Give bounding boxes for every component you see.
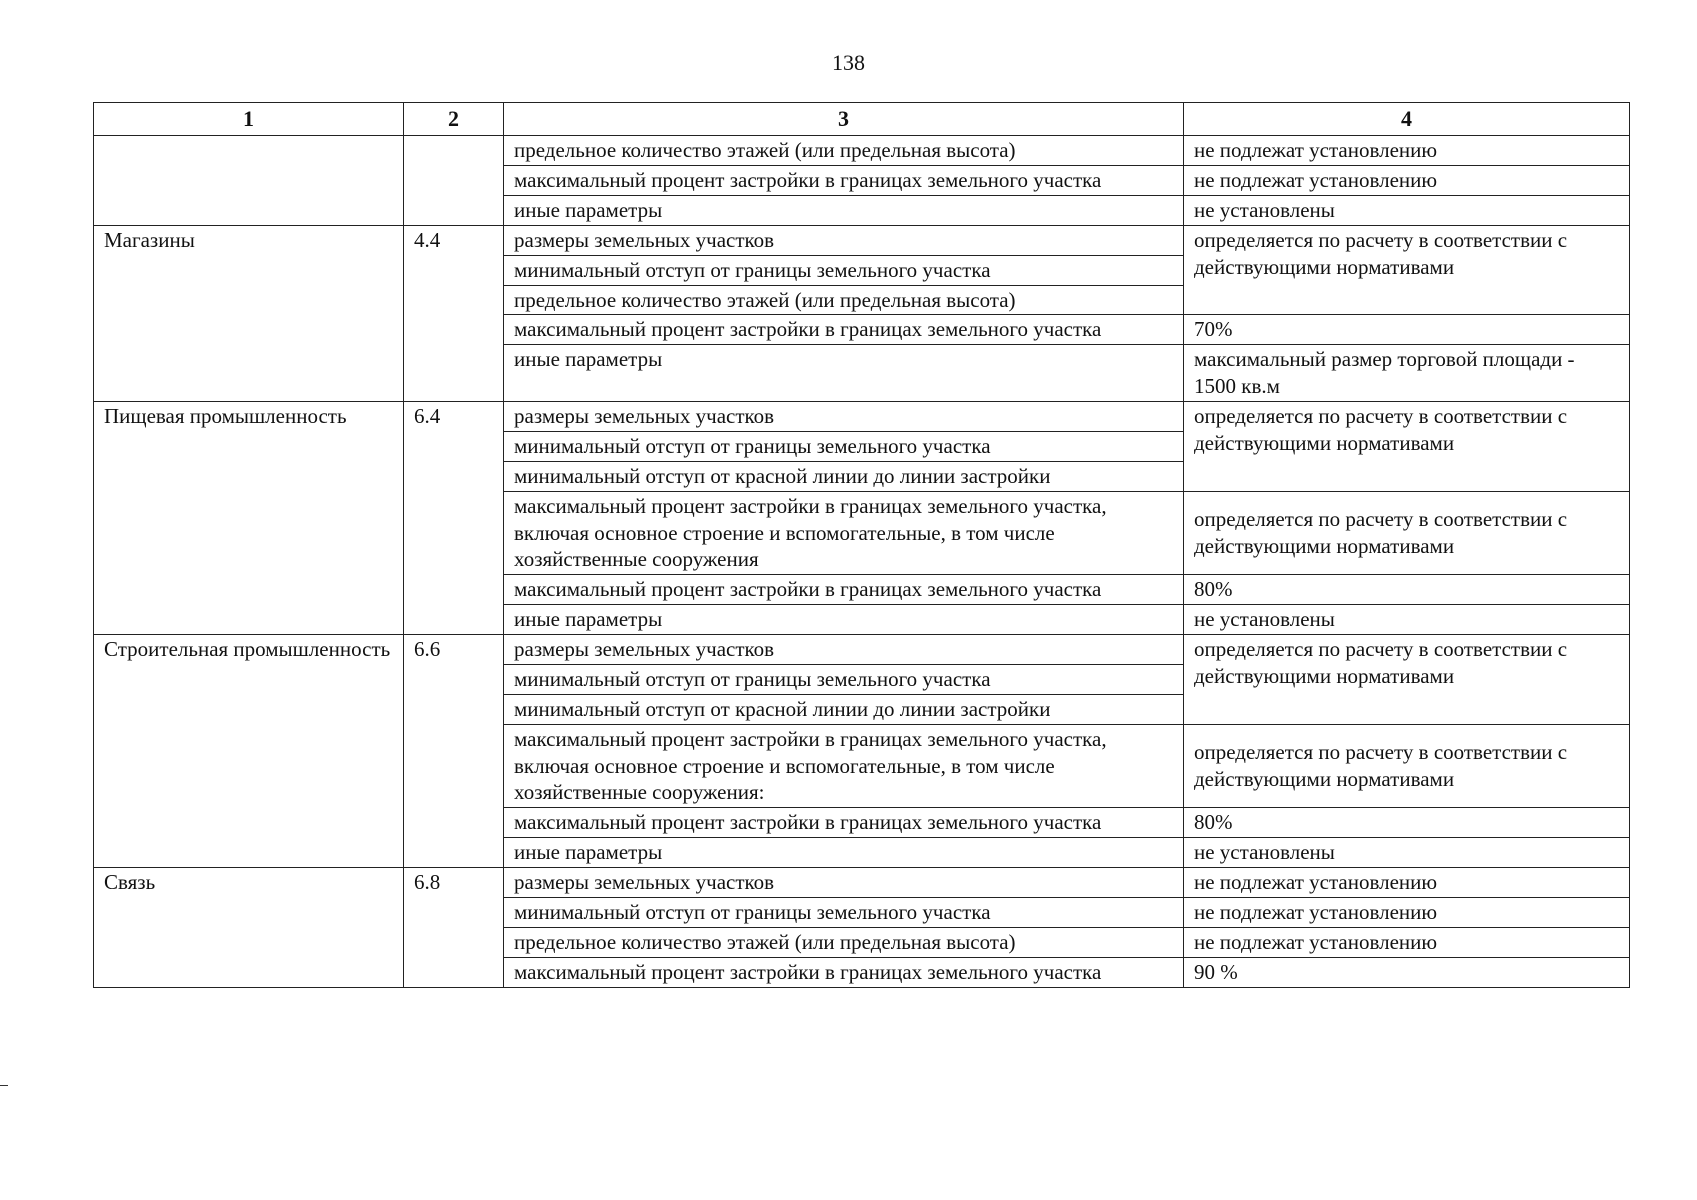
parameter-cell: предельное количество этажей (или предельная высота): [504, 927, 1184, 957]
land-use-type-cell: [94, 136, 404, 226]
parameter-cell: размеры земельных участков: [504, 868, 1184, 898]
table-header-row: [94, 103, 1630, 136]
land-use-type-cell: Строительная промышленность: [94, 635, 404, 868]
margin-mark: [0, 1085, 8, 1086]
parameter-cell: максимальный процент застройки в границах земельного участка: [504, 575, 1184, 605]
parameter-value-cell: 80%: [1184, 575, 1630, 605]
parameter-cell: минимальный отступ от границы земельного участка: [504, 431, 1184, 461]
column-header: 3: [504, 103, 1184, 136]
parameter-cell: минимальный отступ от красной линии до линии застройки: [504, 694, 1184, 724]
parameter-value-cell: 80%: [1184, 808, 1630, 838]
parameter-value-cell: не подлежат установлению: [1184, 927, 1630, 957]
parameter-cell: минимальный отступ от границы земельного участка: [504, 255, 1184, 285]
table-row: [94, 402, 1630, 432]
land-use-code-cell: 4.4: [404, 225, 504, 401]
parameter-value-cell: не подлежат установлению: [1184, 868, 1630, 898]
parameter-value-cell: определяется по расчету в соответствии с действующими нормативами: [1184, 635, 1630, 725]
parameter-value-cell: не подлежат установлению: [1184, 166, 1630, 196]
parameter-value-cell: не установлены: [1184, 605, 1630, 635]
table-row: [94, 635, 1630, 665]
parameter-cell: максимальный процент застройки в границах земельного участка: [504, 315, 1184, 345]
parameter-cell: максимальный процент застройки в границах земельного участка: [504, 808, 1184, 838]
land-use-type-cell: Связь: [94, 868, 404, 988]
land-use-type-cell: Пищевая промышленность: [94, 402, 404, 635]
parameter-value-cell: 70%: [1184, 315, 1630, 345]
parameter-cell: минимальный отступ от границы земельного участка: [504, 664, 1184, 694]
parameter-value-cell: не установлены: [1184, 195, 1630, 225]
parameter-value-cell: определяется по расчету в соответствии с действующими нормативами: [1184, 724, 1630, 808]
land-use-code-cell: [404, 136, 504, 226]
parameter-cell: иные параметры: [504, 195, 1184, 225]
land-use-code-cell: 6.8: [404, 868, 504, 988]
table-row: [94, 868, 1630, 898]
parameter-value-cell: определяется по расчету в соответствии с действующими нормативами: [1184, 402, 1630, 492]
parameter-cell: иные параметры: [504, 605, 1184, 635]
parameter-cell: размеры земельных участков: [504, 402, 1184, 432]
page-number: 138: [832, 50, 865, 75]
parameter-cell: максимальный процент застройки в границах земельного участка: [504, 166, 1184, 196]
column-header: 1: [94, 103, 404, 136]
column-header: 2: [404, 103, 504, 136]
regulations-table: [93, 102, 1630, 988]
parameter-cell: минимальный отступ от границы земельного участка: [504, 897, 1184, 927]
parameter-cell: максимальный процент застройки в границах земельного участка, включая основное строение и вспомогательные, в том числе хозяйственные сооружения: [504, 491, 1184, 575]
parameter-cell: максимальный процент застройки в границах земельного участка: [504, 957, 1184, 987]
parameter-cell: размеры земельных участков: [504, 635, 1184, 665]
parameter-cell: предельное количество этажей (или предельная высота): [504, 285, 1184, 315]
land-use-type-cell: Магазины: [94, 225, 404, 401]
table-row: [94, 225, 1630, 255]
parameter-value-cell: 90 %: [1184, 957, 1630, 987]
table-body: [94, 136, 1630, 987]
parameter-value-cell: не установлены: [1184, 838, 1630, 868]
table-row: [94, 136, 1630, 166]
parameter-cell: размеры земельных участков: [504, 225, 1184, 255]
parameter-cell: иные параметры: [504, 345, 1184, 402]
parameter-value-cell: определяется по расчету в соответствии с действующими нормативами: [1184, 225, 1630, 315]
column-header: 4: [1184, 103, 1630, 136]
parameter-value-cell: не подлежат установлению: [1184, 136, 1630, 166]
parameter-value-cell: максимальный размер торговой площади - 1500 кв.м: [1184, 345, 1630, 402]
parameter-value-cell: не подлежат установлению: [1184, 897, 1630, 927]
parameter-cell: максимальный процент застройки в границах земельного участка, включая основное строение и вспомогательные, в том числе хозяйственные сооружения:: [504, 724, 1184, 808]
land-use-code-cell: 6.4: [404, 402, 504, 635]
parameter-cell: минимальный отступ от красной линии до линии застройки: [504, 461, 1184, 491]
parameter-cell: предельное количество этажей (или предельная высота): [504, 136, 1184, 166]
parameter-value-cell: определяется по расчету в соответствии с действующими нормативами: [1184, 491, 1630, 575]
land-use-code-cell: 6.6: [404, 635, 504, 868]
parameter-cell: иные параметры: [504, 838, 1184, 868]
